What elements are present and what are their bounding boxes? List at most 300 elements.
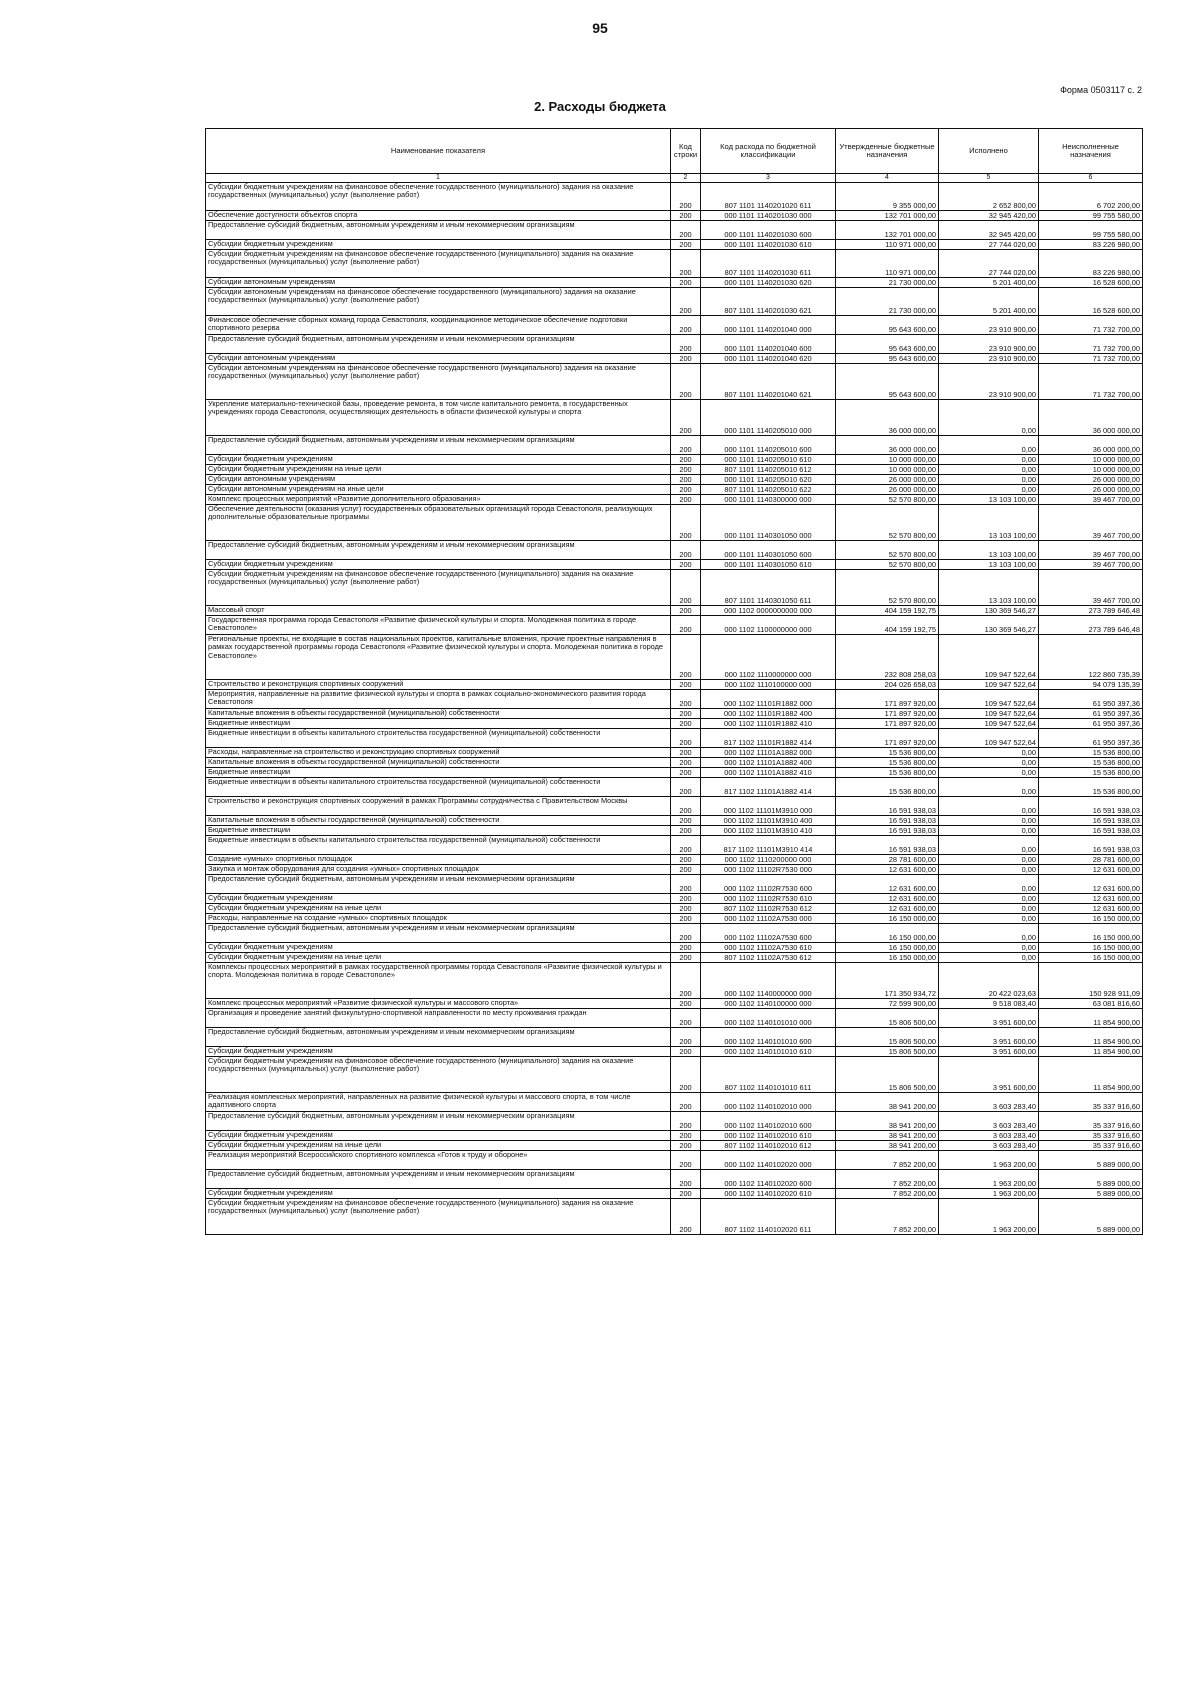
row-name: Бюджетные инвестиции в объекты капитального строительства государственной (муниципальной) собственности <box>206 729 671 748</box>
row-name: Финансовое обеспечение сборных команд города Севастополя, координационное методическое обеспечение подготовки спортивного резерва <box>206 316 671 335</box>
row-line-code: 200 <box>671 999 701 1009</box>
row-approved: 16 591 938,03 <box>836 836 939 855</box>
row-line-code: 200 <box>671 768 701 778</box>
row-executed: 109 947 522,64 <box>939 729 1039 748</box>
row-approved: 171 897 920,00 <box>836 709 939 719</box>
row-approved: 15 806 500,00 <box>836 1057 939 1093</box>
row-classification-code: 000 1102 1140102020 600 <box>701 1170 836 1189</box>
row-remaining: 16 150 000,00 <box>1039 914 1143 924</box>
row-line-code: 200 <box>671 855 701 865</box>
row-executed: 0,00 <box>939 748 1039 758</box>
row-line-code: 200 <box>671 680 701 690</box>
row-executed: 27 744 020,00 <box>939 240 1039 250</box>
row-name: Субсидии автономным учреждениям на иные цели <box>206 485 671 495</box>
row-classification-code: 000 1101 1140201030 000 <box>701 211 836 221</box>
table-row <box>206 335 1143 354</box>
row-remaining: 35 337 916,60 <box>1039 1141 1143 1151</box>
row-name: Субсидии бюджетным учреждениям <box>206 240 671 250</box>
row-classification-code: 000 1102 1140102010 600 <box>701 1112 836 1131</box>
row-approved: 7 852 200,00 <box>836 1151 939 1170</box>
row-approved: 95 643 600,00 <box>836 316 939 335</box>
row-approved: 12 631 600,00 <box>836 894 939 904</box>
row-executed: 32 945 420,00 <box>939 211 1039 221</box>
row-line-code: 200 <box>671 465 701 475</box>
table-row <box>206 1093 1143 1112</box>
row-line-code: 200 <box>671 1028 701 1047</box>
row-approved: 95 643 600,00 <box>836 364 939 400</box>
row-executed: 109 947 522,64 <box>939 680 1039 690</box>
table-row <box>206 485 1143 495</box>
row-line-code: 200 <box>671 221 701 240</box>
row-approved: 110 971 000,00 <box>836 240 939 250</box>
row-name: Субсидии бюджетным учреждениям на финансовое обеспечение государственного (муниципального) задания на оказание государственных (муниципальных) услуг (выполнение работ) <box>206 183 671 211</box>
row-line-code: 200 <box>671 709 701 719</box>
row-classification-code: 000 1101 1140205010 620 <box>701 475 836 485</box>
table-row <box>206 250 1143 278</box>
row-name: Субсидии бюджетным учреждениям <box>206 894 671 904</box>
row-classification-code: 817 1102 11101R1882 414 <box>701 729 836 748</box>
row-line-code: 200 <box>671 541 701 560</box>
row-line-code: 200 <box>671 364 701 400</box>
row-executed: 20 422 023,63 <box>939 963 1039 999</box>
row-executed: 3 603 283,40 <box>939 1141 1039 1151</box>
row-name: Комплекс процессных мероприятий «Развитие дополнительного образования» <box>206 495 671 505</box>
table-row <box>206 364 1143 400</box>
row-approved: 12 631 600,00 <box>836 904 939 914</box>
row-name: Бюджетные инвестиции <box>206 768 671 778</box>
row-classification-code: 000 1102 1140100000 000 <box>701 999 836 1009</box>
row-line-code: 200 <box>671 560 701 570</box>
row-classification-code: 000 1102 11101M3910 000 <box>701 797 836 816</box>
table-row <box>206 1028 1143 1047</box>
row-line-code: 200 <box>671 797 701 816</box>
row-executed: 0,00 <box>939 894 1039 904</box>
row-executed: 13 103 100,00 <box>939 495 1039 505</box>
row-classification-code: 000 1101 1140201030 620 <box>701 278 836 288</box>
row-classification-code: 000 1102 1140102020 610 <box>701 1189 836 1199</box>
row-remaining: 16 528 600,00 <box>1039 278 1143 288</box>
row-approved: 10 000 000,00 <box>836 455 939 465</box>
row-executed: 0,00 <box>939 914 1039 924</box>
row-remaining: 61 950 397,36 <box>1039 719 1143 729</box>
row-classification-code: 807 1101 1140205010 622 <box>701 485 836 495</box>
row-name: Бюджетные инвестиции в объекты капитального строительства государственной (муниципальной) собственности <box>206 778 671 797</box>
row-approved: 7 852 200,00 <box>836 1199 939 1235</box>
row-line-code: 200 <box>671 1199 701 1235</box>
row-name: Субсидии бюджетным учреждениям на финансовое обеспечение государственного (муниципального) задания на оказание государственных (муниципальных) услуг (выполнение работ) <box>206 570 671 606</box>
row-classification-code: 000 1101 1140205010 610 <box>701 455 836 465</box>
row-approved: 12 631 600,00 <box>836 875 939 894</box>
row-name: Предоставление субсидий бюджетным, автономным учреждениям и иным некоммерческим организациям <box>206 924 671 943</box>
table-row <box>206 729 1143 748</box>
table-row <box>206 183 1143 211</box>
row-remaining: 26 000 000,00 <box>1039 485 1143 495</box>
table-row <box>206 221 1143 240</box>
row-classification-code: 807 1102 11102A7530 612 <box>701 953 836 963</box>
row-remaining: 71 732 700,00 <box>1039 354 1143 364</box>
row-remaining: 94 079 135,39 <box>1039 680 1143 690</box>
row-line-code: 200 <box>671 826 701 836</box>
row-approved: 15 536 800,00 <box>836 778 939 797</box>
row-remaining: 36 000 000,00 <box>1039 400 1143 436</box>
row-classification-code: 000 1102 1140101010 600 <box>701 1028 836 1047</box>
table-row <box>206 211 1143 221</box>
row-executed: 0,00 <box>939 465 1039 475</box>
row-line-code: 200 <box>671 288 701 316</box>
row-approved: 9 355 000,00 <box>836 183 939 211</box>
row-classification-code: 000 1101 1140301050 610 <box>701 560 836 570</box>
row-executed: 0,00 <box>939 778 1039 797</box>
row-line-code: 200 <box>671 278 701 288</box>
table-row <box>206 278 1143 288</box>
table-row <box>206 816 1143 826</box>
table-row <box>206 904 1143 914</box>
row-executed: 0,00 <box>939 475 1039 485</box>
row-line-code: 200 <box>671 250 701 278</box>
row-line-code: 200 <box>671 1170 701 1189</box>
row-executed: 5 201 400,00 <box>939 278 1039 288</box>
row-executed: 3 951 600,00 <box>939 1009 1039 1028</box>
page-number: 95 <box>592 20 608 36</box>
row-executed: 13 103 100,00 <box>939 570 1039 606</box>
row-name: Предоставление субсидий бюджетным, автономным учреждениям и иным некоммерческим организациям <box>206 1112 671 1131</box>
row-executed: 0,00 <box>939 797 1039 816</box>
row-approved: 132 701 000,00 <box>836 211 939 221</box>
row-remaining: 5 889 000,00 <box>1039 1199 1143 1235</box>
table-row <box>206 1151 1143 1170</box>
row-line-code: 200 <box>671 914 701 924</box>
row-name: Расходы, направленные на строительство и реконструкцию спортивных сооружений <box>206 748 671 758</box>
row-executed: 3 951 600,00 <box>939 1028 1039 1047</box>
row-approved: 52 570 800,00 <box>836 505 939 541</box>
row-executed: 0,00 <box>939 943 1039 953</box>
row-line-code: 200 <box>671 400 701 436</box>
row-executed: 3 603 283,40 <box>939 1131 1039 1141</box>
table-row <box>206 894 1143 904</box>
row-approved: 232 808 258,03 <box>836 635 939 680</box>
row-classification-code: 817 1102 11101M3910 414 <box>701 836 836 855</box>
table-row <box>206 797 1143 816</box>
row-classification-code: 000 1102 1140102020 000 <box>701 1151 836 1170</box>
row-remaining: 71 732 700,00 <box>1039 364 1143 400</box>
table-header <box>206 129 1143 183</box>
row-remaining: 15 536 800,00 <box>1039 758 1143 768</box>
row-classification-code: 000 1101 1140205010 600 <box>701 436 836 455</box>
row-approved: 26 000 000,00 <box>836 475 939 485</box>
row-executed: 3 603 283,40 <box>939 1093 1039 1112</box>
row-classification-code: 000 1101 1140201030 610 <box>701 240 836 250</box>
row-executed: 0,00 <box>939 924 1039 943</box>
table-row <box>206 709 1143 719</box>
table-row <box>206 1112 1143 1131</box>
row-line-code: 200 <box>671 1151 701 1170</box>
row-approved: 72 599 900,00 <box>836 999 939 1009</box>
row-classification-code: 000 1101 1140301050 000 <box>701 505 836 541</box>
row-name: Бюджетные инвестиции <box>206 719 671 729</box>
row-executed: 32 945 420,00 <box>939 221 1039 240</box>
row-remaining: 39 467 700,00 <box>1039 505 1143 541</box>
row-name: Субсидии бюджетным учреждениям на финансовое обеспечение государственного (муниципального) задания на оказание государственных (муниципальных) услуг (выполнение работ) <box>206 250 671 278</box>
row-executed: 13 103 100,00 <box>939 541 1039 560</box>
table-row <box>206 924 1143 943</box>
row-remaining: 99 755 580,00 <box>1039 221 1143 240</box>
row-classification-code: 807 1101 1140301050 611 <box>701 570 836 606</box>
row-approved: 15 806 500,00 <box>836 1009 939 1028</box>
column-header-remaining: Неисполненные назначения <box>1039 129 1143 174</box>
row-line-code: 200 <box>671 1141 701 1151</box>
table-row <box>206 606 1143 616</box>
table-row <box>206 1141 1143 1151</box>
row-name: Укрепление материально-технической базы, проведение ремонта, в том числе капитального ремонта, в государственных учреждениях города Севастополя, осуществляющих деятельность в области физической культуры и спорта <box>206 400 671 436</box>
row-name: Расходы, направленные на создание «умных» спортивных площадок <box>206 914 671 924</box>
row-line-code: 200 <box>671 316 701 335</box>
row-remaining: 39 467 700,00 <box>1039 541 1143 560</box>
row-name: Государственная программа города Севастополя «Развитие физической культуры и спорта. Молодежная политика в городе Севастополе» <box>206 616 671 635</box>
row-line-code: 200 <box>671 505 701 541</box>
row-executed: 0,00 <box>939 953 1039 963</box>
row-name: Организация и проведение занятий физкультурно-спортивной направленности по месту проживания граждан <box>206 1009 671 1028</box>
row-line-code: 200 <box>671 875 701 894</box>
row-name: Субсидии бюджетным учреждениям на иные цели <box>206 465 671 475</box>
column-number: 3 <box>701 174 836 183</box>
row-name: Бюджетные инвестиции <box>206 826 671 836</box>
row-classification-code: 000 1102 1140102010 610 <box>701 1131 836 1141</box>
row-remaining: 15 536 800,00 <box>1039 768 1143 778</box>
row-approved: 16 150 000,00 <box>836 924 939 943</box>
row-executed: 0,00 <box>939 758 1039 768</box>
row-classification-code: 000 1102 11102R7530 600 <box>701 875 836 894</box>
row-remaining: 16 591 938,03 <box>1039 816 1143 826</box>
row-approved: 171 350 934,72 <box>836 963 939 999</box>
column-number: 6 <box>1039 174 1143 183</box>
row-name: Бюджетные инвестиции в объекты капитального строительства государственной (муниципальной) собственности <box>206 836 671 855</box>
row-remaining: 5 889 000,00 <box>1039 1170 1143 1189</box>
row-approved: 15 536 800,00 <box>836 758 939 768</box>
row-remaining: 10 000 000,00 <box>1039 455 1143 465</box>
column-number: 1 <box>206 174 671 183</box>
row-name: Реализация комплексных мероприятий, направленных на развитие физической культуры и массового спорта, в том числе адаптивного спорта <box>206 1093 671 1112</box>
row-remaining: 71 732 700,00 <box>1039 316 1143 335</box>
row-classification-code: 817 1102 11101A1882 414 <box>701 778 836 797</box>
row-classification-code: 807 1101 1140201030 621 <box>701 288 836 316</box>
column-number: 2 <box>671 174 701 183</box>
row-remaining: 16 591 938,03 <box>1039 826 1143 836</box>
row-classification-code: 000 1102 11102R7530 610 <box>701 894 836 904</box>
row-classification-code: 000 1102 1140102010 000 <box>701 1093 836 1112</box>
row-classification-code: 000 1102 11101R1882 410 <box>701 719 836 729</box>
row-line-code: 200 <box>671 211 701 221</box>
table-row <box>206 570 1143 606</box>
table-row <box>206 475 1143 485</box>
row-executed: 0,00 <box>939 455 1039 465</box>
table-row <box>206 1199 1143 1235</box>
row-line-code: 200 <box>671 606 701 616</box>
row-name: Субсидии бюджетным учреждениям <box>206 560 671 570</box>
row-name: Комплекс процессных мероприятий «Развитие физической культуры и массового спорта» <box>206 999 671 1009</box>
row-name: Капитальные вложения в объекты государственной (муниципальной) собственности <box>206 709 671 719</box>
table-row <box>206 748 1143 758</box>
row-remaining: 15 536 800,00 <box>1039 778 1143 797</box>
row-line-code: 200 <box>671 485 701 495</box>
row-remaining: 71 732 700,00 <box>1039 335 1143 354</box>
row-classification-code: 000 1102 1100000000 000 <box>701 616 836 635</box>
row-remaining: 39 467 700,00 <box>1039 560 1143 570</box>
row-executed: 0,00 <box>939 816 1039 826</box>
row-line-code: 200 <box>671 690 701 709</box>
table-row <box>206 855 1143 865</box>
row-line-code: 200 <box>671 354 701 364</box>
row-line-code: 200 <box>671 865 701 875</box>
table-row <box>206 1170 1143 1189</box>
row-remaining: 11 854 900,00 <box>1039 1057 1143 1093</box>
row-remaining: 16 528 600,00 <box>1039 288 1143 316</box>
row-name: Субсидии бюджетным учреждениям <box>206 455 671 465</box>
row-remaining: 39 467 700,00 <box>1039 570 1143 606</box>
row-classification-code: 000 1101 1140201030 600 <box>701 221 836 240</box>
row-remaining: 26 000 000,00 <box>1039 475 1143 485</box>
row-line-code: 200 <box>671 758 701 768</box>
row-remaining: 28 781 600,00 <box>1039 855 1143 865</box>
row-classification-code: 000 1102 11102A7530 600 <box>701 924 836 943</box>
row-executed: 0,00 <box>939 768 1039 778</box>
row-name: Субсидии автономным учреждениям <box>206 475 671 485</box>
table-row <box>206 826 1143 836</box>
table-row <box>206 541 1143 560</box>
row-line-code: 200 <box>671 719 701 729</box>
form-code: Форма 0503117 с. 2 <box>1060 85 1142 95</box>
row-approved: 16 150 000,00 <box>836 943 939 953</box>
row-line-code: 200 <box>671 924 701 943</box>
row-approved: 10 000 000,00 <box>836 465 939 475</box>
row-line-code: 200 <box>671 436 701 455</box>
row-line-code: 200 <box>671 1112 701 1131</box>
table-row <box>206 680 1143 690</box>
row-remaining: 83 226 980,00 <box>1039 250 1143 278</box>
row-approved: 204 026 658,03 <box>836 680 939 690</box>
row-classification-code: 807 1101 1140201030 611 <box>701 250 836 278</box>
row-approved: 171 897 920,00 <box>836 690 939 709</box>
row-classification-code: 000 1102 11102R7530 000 <box>701 865 836 875</box>
row-remaining: 16 591 938,03 <box>1039 836 1143 855</box>
table-row <box>206 616 1143 635</box>
table-row <box>206 436 1143 455</box>
row-line-code: 200 <box>671 635 701 680</box>
row-name: Субсидии бюджетным учреждениям <box>206 1189 671 1199</box>
row-remaining: 83 226 980,00 <box>1039 240 1143 250</box>
row-remaining: 61 950 397,36 <box>1039 690 1143 709</box>
row-executed: 0,00 <box>939 875 1039 894</box>
row-name: Субсидии бюджетным учреждениям <box>206 1047 671 1057</box>
row-classification-code: 000 1102 11101R1882 000 <box>701 690 836 709</box>
row-remaining: 16 150 000,00 <box>1039 953 1143 963</box>
column-number: 4 <box>836 174 939 183</box>
row-approved: 16 150 000,00 <box>836 953 939 963</box>
table-row <box>206 505 1143 541</box>
budget-expenses-table <box>205 128 1143 1235</box>
row-approved: 38 941 200,00 <box>836 1093 939 1112</box>
table-row <box>206 719 1143 729</box>
row-executed: 1 963 200,00 <box>939 1189 1039 1199</box>
row-classification-code: 000 1101 1140201040 620 <box>701 354 836 364</box>
row-remaining: 122 860 735,39 <box>1039 635 1143 680</box>
row-classification-code: 807 1102 1140101010 611 <box>701 1057 836 1093</box>
row-line-code: 200 <box>671 335 701 354</box>
row-classification-code: 000 1102 11101A1882 410 <box>701 768 836 778</box>
row-approved: 36 000 000,00 <box>836 400 939 436</box>
row-approved: 38 941 200,00 <box>836 1112 939 1131</box>
column-header-name: Наименование показателя <box>206 129 671 174</box>
table-row <box>206 400 1143 436</box>
row-remaining: 61 950 397,36 <box>1039 709 1143 719</box>
row-line-code: 200 <box>671 1057 701 1093</box>
row-executed: 0,00 <box>939 836 1039 855</box>
row-executed: 13 103 100,00 <box>939 505 1039 541</box>
row-line-code: 200 <box>671 894 701 904</box>
row-name: Субсидии автономным учреждениям <box>206 278 671 288</box>
table-row <box>206 690 1143 709</box>
row-executed: 130 369 546,27 <box>939 616 1039 635</box>
table-row <box>206 288 1143 316</box>
table-row <box>206 914 1143 924</box>
row-line-code: 200 <box>671 963 701 999</box>
table-row <box>206 768 1143 778</box>
row-name: Предоставление субсидий бюджетным, автономным учреждениям и иным некоммерческим организациям <box>206 875 671 894</box>
table-row <box>206 758 1143 768</box>
section-title: 2. Расходы бюджета <box>534 99 666 114</box>
table-row <box>206 1057 1143 1093</box>
table-row <box>206 1131 1143 1141</box>
row-name: Субсидии бюджетным учреждениям на финансовое обеспечение государственного (муниципального) задания на оказание государственных (муниципальных) услуг (выполнение работ) <box>206 1199 671 1235</box>
row-name: Мероприятия, направленные на развитие физической культуры и спорта в рамках социально-экономического развития города Севастополя <box>206 690 671 709</box>
row-approved: 16 150 000,00 <box>836 914 939 924</box>
row-line-code: 200 <box>671 729 701 748</box>
table-row <box>206 999 1143 1009</box>
row-executed: 0,00 <box>939 855 1039 865</box>
row-line-code: 200 <box>671 778 701 797</box>
row-approved: 7 852 200,00 <box>836 1170 939 1189</box>
table-body <box>206 183 1143 1235</box>
row-approved: 15 536 800,00 <box>836 768 939 778</box>
table-row <box>206 1189 1143 1199</box>
row-line-code: 200 <box>671 1047 701 1057</box>
row-name: Капитальные вложения в объекты государственной (муниципальной) собственности <box>206 816 671 826</box>
row-line-code: 200 <box>671 570 701 606</box>
row-name: Закупка и монтаж оборудования для создания «умных» спортивных площадок <box>206 865 671 875</box>
row-classification-code: 000 1101 1140201040 000 <box>701 316 836 335</box>
row-executed: 3 603 283,40 <box>939 1112 1039 1131</box>
row-remaining: 12 631 600,00 <box>1039 904 1143 914</box>
row-classification-code: 000 1102 11102A7530 610 <box>701 943 836 953</box>
row-name: Реализация мероприятий Всероссийского спортивного комплекса «Готов к труду и обороне» <box>206 1151 671 1170</box>
table-row <box>206 875 1143 894</box>
row-classification-code: 000 1102 1110200000 000 <box>701 855 836 865</box>
row-name: Капитальные вложения в объекты государственной (муниципальной) собственности <box>206 758 671 768</box>
row-remaining: 5 889 000,00 <box>1039 1189 1143 1199</box>
row-approved: 38 941 200,00 <box>836 1141 939 1151</box>
row-approved: 12 631 600,00 <box>836 865 939 875</box>
row-classification-code: 000 1102 0000000000 000 <box>701 606 836 616</box>
row-name: Субсидии бюджетным учреждениям <box>206 1131 671 1141</box>
row-classification-code: 807 1102 11102R7530 612 <box>701 904 836 914</box>
row-name: Комплексы процессных мероприятий в рамках государственной программы города Севастополя «Развитие физической культуры и спорта. Молодежная политика в городе Севастополе» <box>206 963 671 999</box>
row-name: Субсидии бюджетным учреждениям на иные цели <box>206 1141 671 1151</box>
row-remaining: 16 150 000,00 <box>1039 943 1143 953</box>
table-row <box>206 465 1143 475</box>
row-name: Предоставление субсидий бюджетным, автономным учреждениям и иным некоммерческим организациям <box>206 1028 671 1047</box>
row-line-code: 200 <box>671 183 701 211</box>
row-approved: 16 591 938,03 <box>836 816 939 826</box>
row-line-code: 200 <box>671 240 701 250</box>
